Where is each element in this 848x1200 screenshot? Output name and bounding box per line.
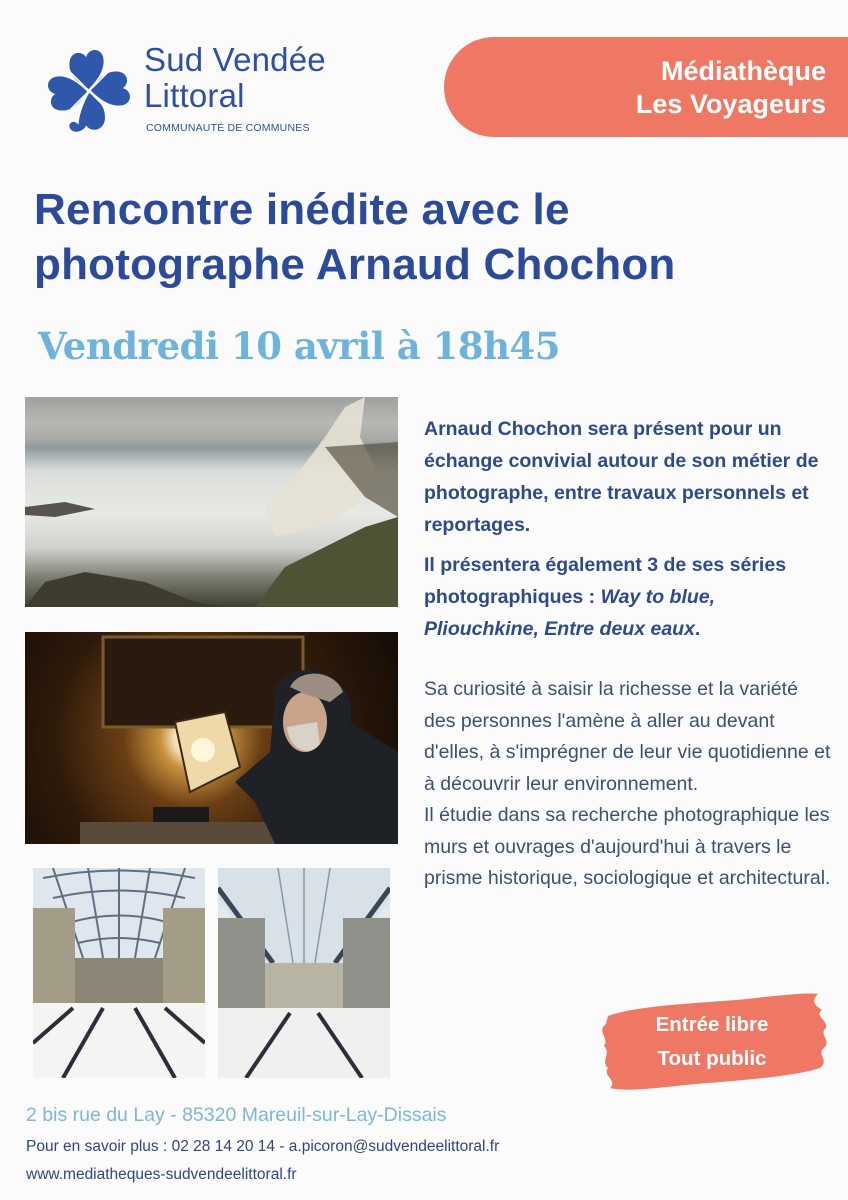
four-leaf-clover-icon — [42, 44, 136, 138]
event-date: Vendredi 10 avril à 18h45 — [38, 324, 561, 368]
bio-paragraph-2: Il étudie dans sa recherche photographique les murs et ouvrages d'aujourd'hui à travers le prisme historique, sociologique et architectural. — [424, 804, 831, 889]
venue-banner — [444, 37, 848, 137]
photo-pool-1 — [33, 868, 205, 1078]
photo-wave — [25, 397, 398, 607]
intro-series-list: Way to blue, Pliouchkine, Entre deux eaux — [424, 586, 716, 640]
address: 2 bis rue du Lay - 85320 Mareuil-sur-Lay-Dissais — [26, 1104, 447, 1126]
intro-paragraph-1: Arnaud Chochon sera présent pour un échange convivial autour de son métier de photographe, entre travaux personnels et reportages. — [424, 418, 819, 536]
logo — [40, 42, 360, 142]
photo-lamp — [25, 632, 398, 844]
venue-line1: Médiathèque — [660, 56, 826, 86]
logo-name-line1: Sud Vendée — [144, 41, 326, 78]
logo-subtitle: COMMUNAUTÉ DE COMMUNES — [146, 122, 310, 134]
intro-series-prefix: Il présentera également 3 de ses séries photographiques : — [424, 554, 787, 608]
intro-paragraph-2 — [424, 549, 828, 645]
logo-name — [144, 42, 326, 114]
contact-info[interactable]: Pour en savoir plus : 02 28 14 20 14 - a.picoron@sudvendeelittoral.fr — [26, 1138, 500, 1155]
free-entry-line1: Entrée libre — [655, 1013, 769, 1036]
free-entry-badge — [596, 988, 834, 1092]
venue-line2: Les Voyageurs — [635, 89, 826, 119]
intro-series-suffix: . — [694, 618, 701, 640]
logo-name-line2: Littoral — [144, 77, 245, 114]
bio-text — [424, 674, 834, 895]
bio-paragraph-1: Sa curiosité à saisir la richesse et la variété des personnes l'amène à aller au devant d'elles, à s'imprégner de leur vie quotidienne et à découvrir leur environnement. — [424, 678, 831, 795]
event-title-line2: photographe Arnaud Chochon — [34, 240, 676, 289]
photo-pool-2 — [218, 868, 390, 1078]
intro-text — [424, 413, 828, 653]
free-entry-line2: Tout public — [657, 1047, 767, 1070]
website-link[interactable]: www.mediatheques-sudvendeelittoral.fr — [26, 1166, 297, 1183]
free-entry-text — [596, 1008, 828, 1076]
event-title — [34, 182, 834, 292]
event-title-line1: Rencontre inédite avec le — [34, 185, 570, 234]
